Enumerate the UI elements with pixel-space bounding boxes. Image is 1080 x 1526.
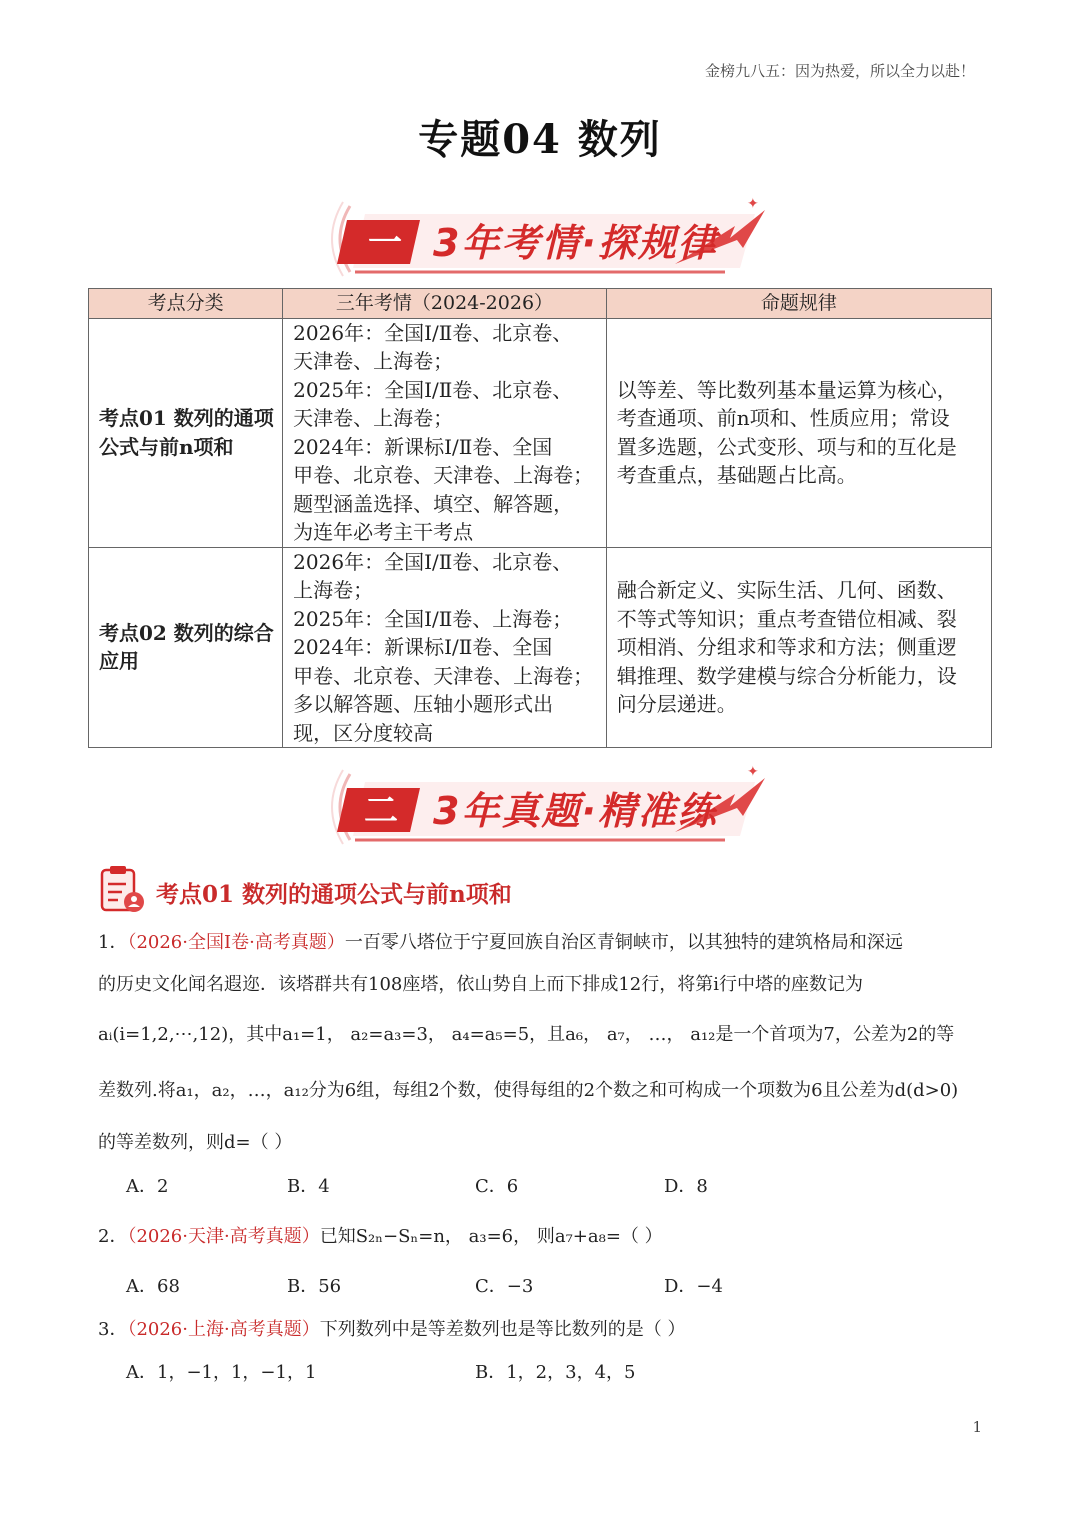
option-b[interactable]: B．4 xyxy=(287,1176,330,1197)
header-tagline: 金榜九八五：因为热爱，所以全力以赴！ xyxy=(704,62,975,80)
rule-cell xyxy=(606,318,991,547)
option-a[interactable]: A．68 xyxy=(126,1276,180,1297)
option-a[interactable]: A．1，−1，1，−1，1 xyxy=(126,1362,317,1383)
question-text: 下列数列中是等差数列也是等比数列的是（ ） xyxy=(319,1319,686,1340)
section-label: 3年考情·探规律 xyxy=(433,221,718,265)
option-c[interactable]: C．6 xyxy=(475,1176,519,1197)
exam-years-cell xyxy=(283,318,607,547)
rule-line: 置多选题，公式变形、项与和的互化是 xyxy=(616,434,957,459)
question-text: 一百零八塔位于宁夏回族自治区青铜峡市，以其独特的建筑格局和深远 xyxy=(344,932,903,953)
column-header: 命题规律 xyxy=(606,289,991,319)
question-number: 2． xyxy=(98,1226,128,1247)
rule-line: 融合新定义、实际生活、几何、函数、 xyxy=(616,578,957,602)
svg-text:二: 二 xyxy=(364,791,398,831)
question-source: （2026·上海·高考真题） xyxy=(127,1319,320,1340)
exam-line: 2025年：全国Ⅰ/Ⅱ卷、上海卷； xyxy=(293,606,573,631)
section-banner-1 xyxy=(325,196,775,282)
question-1-line-1 xyxy=(98,928,903,954)
rule-line: 问分层递进。 xyxy=(616,692,737,716)
clipboard-icon xyxy=(98,864,146,914)
table-header-row xyxy=(89,289,992,319)
rule-line: 考查通项、前n项和、性质应用；常设 xyxy=(616,406,950,430)
exam-line: 甲卷、北京卷、天津卷、上海卷； xyxy=(293,463,594,487)
page-title: 专题04 数列 xyxy=(418,116,662,163)
exam-line: 天津卷、上海卷； xyxy=(293,406,454,430)
exam-line: 现，区分度较高 xyxy=(293,720,434,745)
question-1-line-5: 的等差数列，则d=（ ） xyxy=(98,1132,293,1153)
exam-line: 甲卷、北京卷、天津卷、上海卷； xyxy=(293,663,594,688)
table-row xyxy=(89,547,992,748)
exam-years-cell xyxy=(283,547,607,748)
category-cell: 考点01 数列的通项公式与前n项和 xyxy=(89,318,283,547)
svg-text:一: 一 xyxy=(368,223,402,263)
option-c[interactable]: C．−3 xyxy=(475,1276,534,1297)
question-2 xyxy=(98,1222,663,1248)
exam-line: 为连年必考主干考点 xyxy=(293,520,474,544)
rule-line: 以等差、等比数列基本量运算为核心， xyxy=(616,377,957,402)
page-number: 1 xyxy=(972,1418,982,1436)
svg-text:✦: ✦ xyxy=(747,196,759,212)
question-number: 1． xyxy=(98,932,128,953)
svg-text:✦: ✦ xyxy=(747,764,759,780)
rule-line: 项相消、分组求和等求和方法；侧重逻 xyxy=(616,635,957,659)
question-text: 已知S₂ₙ−Sₙ=n， a₃=6， 则a₇+a₈=（ ） xyxy=(319,1226,663,1247)
exam-line: 天津卷、上海卷； xyxy=(293,349,454,373)
table-row xyxy=(89,318,992,547)
column-header: 三年考情（2024-2026） xyxy=(283,289,607,319)
question-1-line-4: 差数列.将a₁，a₂，…，a₁₂分为6组，每组2个数，使得每组的2个数之和可构成一个项数为6且公差为d(d>0) xyxy=(98,1080,959,1101)
column-header: 考点分类 xyxy=(89,289,283,319)
exam-line: 2026年：全国Ⅰ/Ⅱ卷、北京卷、 xyxy=(293,320,573,345)
kaodian-header xyxy=(98,864,698,914)
exam-line: 2024年：新课标Ⅰ/Ⅱ卷、全国 xyxy=(293,434,553,459)
option-d[interactable]: D．8 xyxy=(664,1176,708,1197)
rule-line: 不等式等知识；重点考查错位相减、裂 xyxy=(616,606,957,631)
rule-line: 考查重点，基础题占比高。 xyxy=(616,463,857,487)
exam-line: 2025年：全国Ⅰ/Ⅱ卷、北京卷、 xyxy=(293,377,573,402)
option-b[interactable]: B．56 xyxy=(287,1276,342,1297)
category-cell: 考点02 数列的综合应用 xyxy=(89,547,283,748)
exam-analysis-table xyxy=(88,288,992,748)
rule-line: 辑推理、数学建模与综合分析能力，设 xyxy=(616,663,957,688)
option-d[interactable]: D．−4 xyxy=(664,1276,723,1297)
question-1-line-2: 的历史文化闻名遐迩．该塔群共有108座塔，依山势自上而下排成12行，将第i行中塔的座数记为 xyxy=(98,974,864,995)
exam-line: 多以解答题、压轴小题形式出 xyxy=(293,692,554,716)
section-label: 3年真题·精准练 xyxy=(433,789,718,833)
exam-line: 题型涵盖选择、填空、解答题， xyxy=(293,491,574,516)
option-a[interactable]: A．2 xyxy=(126,1176,169,1197)
question-3 xyxy=(98,1315,685,1341)
rule-cell xyxy=(606,547,991,748)
exam-line: 2024年：新课标Ⅰ/Ⅱ卷、全国 xyxy=(293,635,553,659)
question-source: （2026·天津·高考真题） xyxy=(127,1226,320,1247)
kaodian-label: 考点01 数列的通项公式与前n项和 xyxy=(156,881,512,908)
exam-line: 2026年：全国Ⅰ/Ⅱ卷、北京卷、 xyxy=(293,549,573,574)
question-number: 3． xyxy=(98,1319,128,1340)
question-1-line-3: aᵢ(i=1,2,⋯,12)，其中a₁=1， a₂=a₃=3， a₄=a₅=5，且a₆， a₇， …， a₁₂是一个首项为7，公差为2的等 xyxy=(98,1024,955,1045)
section-banner-2 xyxy=(325,764,775,850)
question-source: （2026·全国Ⅰ卷·高考真题） xyxy=(127,932,345,953)
option-b[interactable]: B．1，2，3，4，5 xyxy=(475,1362,636,1383)
exam-line: 上海卷； xyxy=(293,578,374,602)
